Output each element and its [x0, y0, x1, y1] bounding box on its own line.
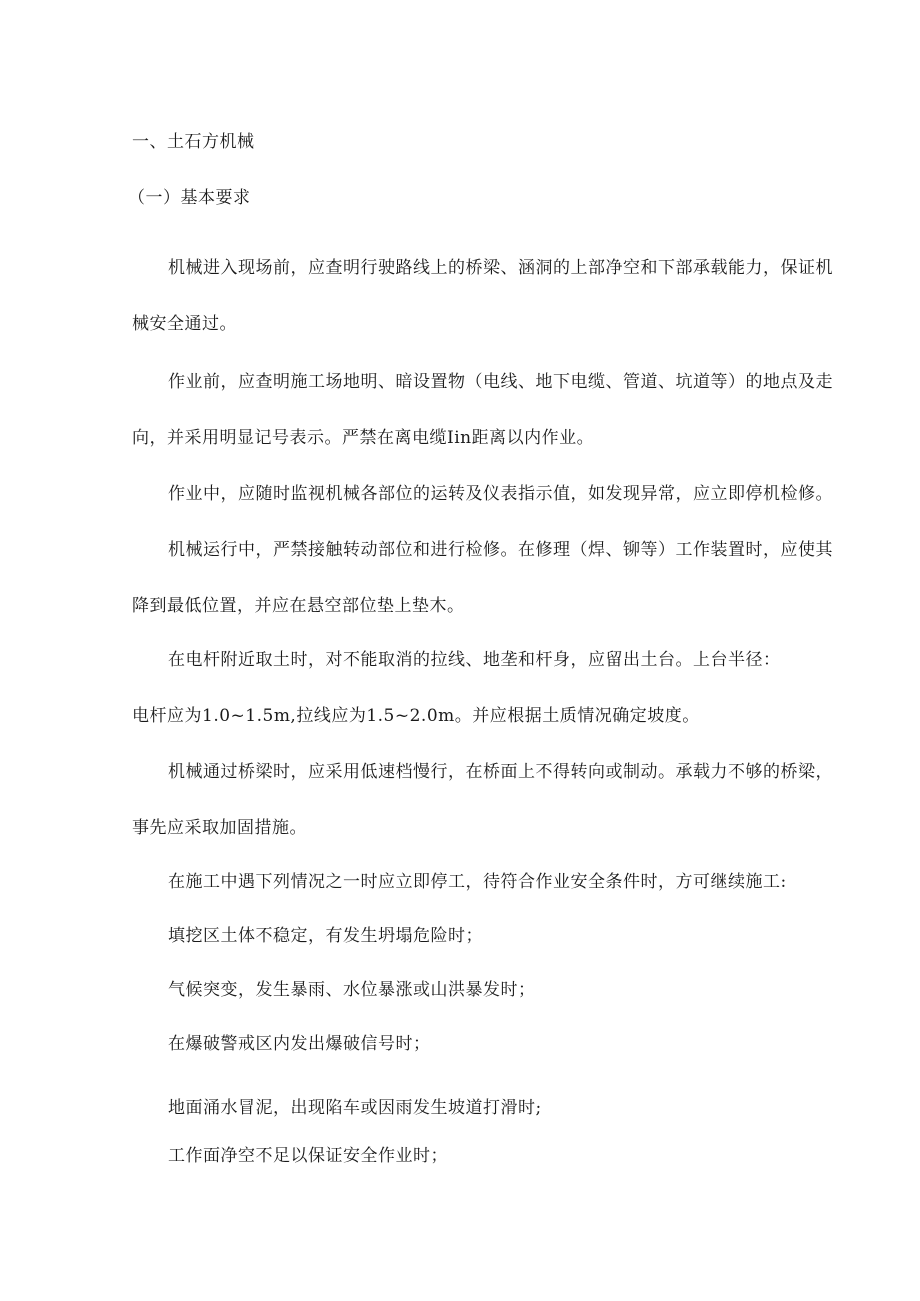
list-item: 地面涌水冒泥，出现陷车或因雨发生坡道打滑时;	[168, 1098, 542, 1118]
list-item: 在爆破警戒区内发出爆破信号时；	[168, 1034, 431, 1054]
paragraph-line: 电杆应为1.0~1.5m,拉线应为1.5~2.0m。并应根据土质情况确定坡度。	[132, 706, 700, 726]
list-item: 工作面净空不足以保证安全作业时；	[168, 1146, 448, 1166]
paragraph-line: 械安全通过。	[132, 314, 237, 334]
paragraph-line: 向，并采用明显记号表示。严禁在离电缆Iin距离以内作业。	[132, 428, 595, 448]
paragraph-line: 作业中，应随时监视机械各部位的运转及仪表指示值，如发现异常，应立即停机检修。	[168, 484, 833, 504]
paragraph-line: 作业前，应查明施工场地明、暗设置物（电线、地下电缆、管道、坑道等）的地点及走	[168, 372, 833, 392]
paragraph-line: 事先应采取加固措施。	[132, 818, 307, 838]
section-heading: 一、土石方机械	[132, 132, 255, 152]
list-item: 气候突变，发生暴雨、水位暴涨或山洪暴发时；	[168, 980, 536, 1000]
list-item: 填挖区土体不稳定，有发生坍塌危险时；	[168, 926, 483, 946]
paragraph-line: 机械进入现场前，应查明行驶路线上的桥梁、涵洞的上部净空和下部承载能力，保证机	[168, 258, 833, 278]
paragraph-line: 在施工中遇下列情况之一时应立即停工，待符合作业安全条件时，方可继续施工:	[168, 872, 787, 892]
paragraph-line: 机械通过桥梁时，应采用低速档慢行，在桥面上不得转向或制动。承载力不够的桥梁，	[168, 762, 833, 782]
subsection-heading: （一）基本要求	[128, 188, 251, 208]
paragraph-line: 在电杆附近取土时，对不能取消的拉线、地垄和杆身，应留出土台。上台半径：	[168, 650, 781, 670]
paragraph-line: 降到最低位置，并应在悬空部位垫上垫木。	[132, 596, 465, 616]
paragraph-line: 机械运行中，严禁接触转动部位和进行检修。在修理（焊、铆等）工作装置时，应使其	[168, 540, 833, 560]
